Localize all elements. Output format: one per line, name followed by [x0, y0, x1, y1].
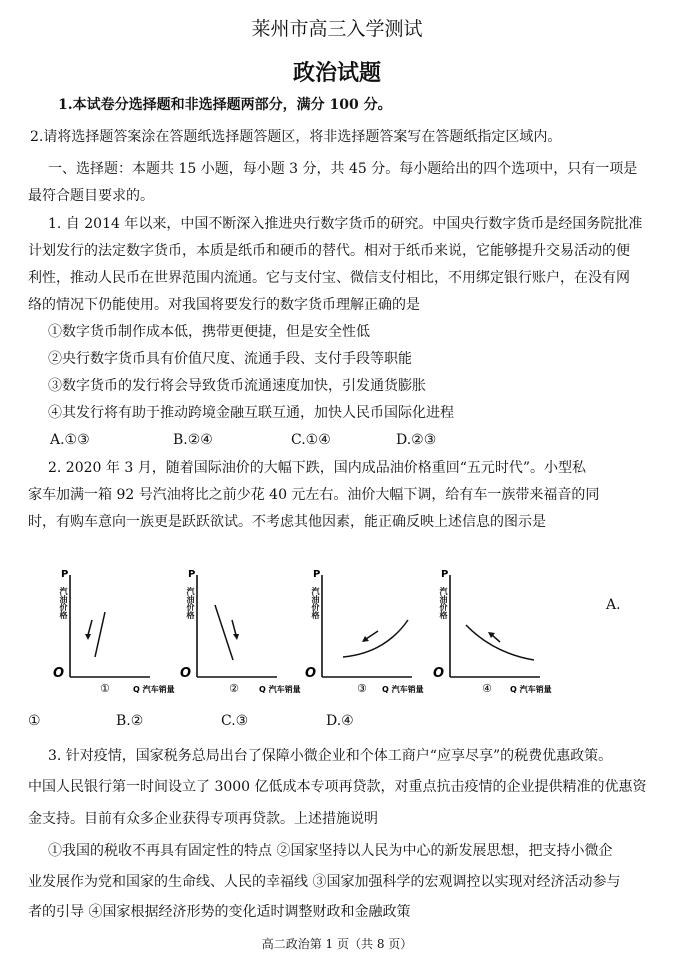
q2-line: 时，有购车意向一族更是跃跃欲试。不考虑其他因素，能正确反映上述信息的图示是 [28, 514, 546, 530]
q1-option-b: B.②④ [173, 432, 213, 448]
q1-item: ③数字货币的发行将会导致货币流通速度加快，引发通货膨胀 [48, 378, 426, 394]
graph-2 [180, 565, 301, 695]
curve-line [215, 605, 233, 660]
q1-line: 计划发行的法定数字货币，本质是纸币和硬币的替代。相对于纸币来说，它能够提升交易活动的便 [28, 243, 630, 259]
q2-option-a: ① [28, 713, 41, 729]
section-heading-line-2: 最符合题目要求的。 [28, 188, 154, 204]
q3-item: 业发展作为党和国家的生命线、人民的幸福线 ③国家加强科学的宏观调控以实现对经济活动参与 [28, 874, 621, 890]
x-axis-label: Q 汽车销量 [382, 685, 424, 694]
curve-line [466, 625, 534, 660]
graph-number: ① [100, 682, 110, 695]
q1-item: ②央行数字货币具有价值尺度、流通手段、支付手段等职能 [48, 351, 412, 367]
q1-line: 络的情况下仍能使用。对我国将要发行的数字货币理解正确的是 [28, 297, 420, 313]
q1-option-d: D.②③ [396, 432, 437, 448]
arrow-shaft [88, 620, 92, 635]
y-axis-label: 汽油价格 [59, 587, 68, 619]
origin-label: O [53, 666, 65, 681]
q3-item: 者的引导 ④国家根据经济形势的变化适时调整财政和金融政策 [28, 904, 411, 920]
exam-subtitle: 政治试题 [292, 61, 381, 86]
arrow-shaft [492, 635, 500, 642]
curve-line [95, 612, 105, 657]
graph-number: ④ [482, 682, 492, 695]
p-axis-label: P [188, 569, 196, 580]
q3-line: 中国人民银行第一时间设立了 3000 亿低成本专项再贷款，对重点抗击疫情的企业提供精准的优惠资 [28, 779, 647, 795]
origin-label: O [305, 666, 317, 681]
instruction-1: 1.本试卷分选择题和非选择题两部分，满分 100 分。 [58, 97, 392, 113]
arrow-shaft [366, 631, 378, 639]
y-axis-label: 汽油价格 [311, 587, 320, 619]
graph-number: ② [229, 682, 239, 695]
q1-item: ④其发行将有助于推动跨境金融互联互通，加快人民币国际化进程 [48, 405, 454, 421]
arrow-head [233, 634, 239, 640]
q1-option-c: C.①④ [291, 432, 331, 448]
curve-line [343, 620, 408, 657]
x-axis-label: Q 汽车销量 [510, 685, 552, 694]
p-axis-label: P [61, 569, 69, 580]
q2-line: 2. 2020 年 3 月，随着国际油价的大幅下跌，国内成品油价格重回“五元时代”。小型私 [48, 460, 587, 476]
q1-option-a: A.①③ [50, 432, 90, 448]
section-heading-line-1: 一、选择题：本题共 15 小题，每小题 3 分，共 45 分。每小题给出的四个选项中，只有一项是 [48, 161, 638, 177]
p-axis-label: P [313, 569, 321, 580]
arrow-shaft [232, 620, 236, 635]
x-axis-label: Q 汽车销量 [259, 685, 301, 694]
q3-line: 3. 针对疫情，国家税务总局出台了保障小微企业和个体工商户“应享尽享”的税费优惠政策。 [48, 748, 613, 764]
q2-line: 家车加满一箱 92 号汽油将比之前少花 40 元左右。油价大幅下调，给有车一族带来福音的同 [28, 487, 600, 503]
graph-1 [53, 565, 175, 695]
q2-option-d: D.④ [326, 713, 354, 729]
x-axis-label: Q 汽车销量 [133, 685, 175, 694]
exam-title: 莱州市高三入学测试 [251, 18, 423, 40]
graph-4 [433, 565, 552, 695]
y-axis-label: 汽油价格 [439, 587, 448, 619]
arrow-head [85, 634, 91, 640]
graph-number: ③ [357, 682, 367, 695]
q1-item: ①数字货币制作成本低，携带更便捷，但是安全性低 [48, 324, 370, 340]
instruction-2: 2.请将选择题答案涂在答题纸选择题答题区，将非选择题答案写在答题纸指定区域内。 [30, 129, 562, 145]
q2-option-b: B.② [116, 713, 144, 729]
q1-line: 利性，推动人民币在世界范围内流通。它与支付宝、微信支付相比，不用绑定银行账户，在没有网 [28, 270, 630, 286]
q2-side-option-a: A. [606, 597, 621, 613]
q1-line: 1. 自 2014 年以来，中国不断深入推进央行数字货币的研究。中国央行数字货币是经国务院批准 [48, 216, 643, 232]
y-axis-label: 汽油价格 [186, 587, 195, 619]
q2-option-c: C.③ [221, 713, 249, 729]
origin-label: O [433, 666, 445, 681]
graph-3 [305, 565, 424, 695]
q3-item: ①我国的税收不再具有固定性的特点 ②国家坚持以人民为中心的新发展思想，把支持小微企 [48, 843, 613, 859]
origin-label: O [180, 666, 192, 681]
p-axis-label: P [441, 569, 449, 580]
page-footer: 高二政治第 1 页（共 8 页） [261, 937, 413, 951]
q3-line: 金支持。目前有众多企业获得专项再贷款。上述措施说明 [28, 811, 378, 827]
